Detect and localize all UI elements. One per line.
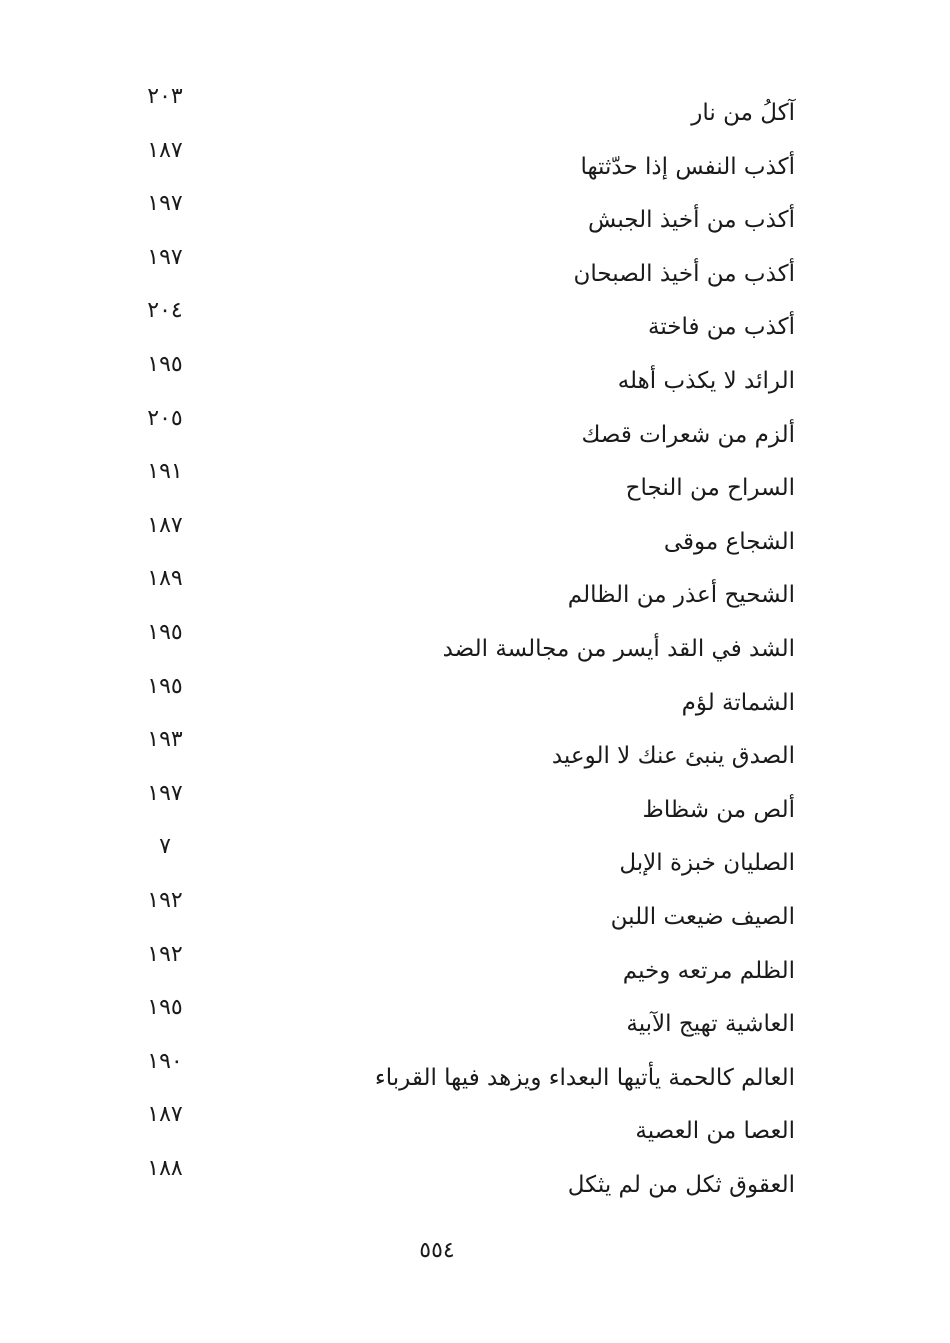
entry-text: أكذب من أخيذ الصبحان bbox=[573, 260, 795, 287]
index-entry bbox=[130, 614, 795, 668]
entry-page-number: ١٩٢ bbox=[147, 941, 183, 967]
index-entry bbox=[130, 1096, 795, 1150]
entry-text: أكذب من فاختة bbox=[647, 314, 795, 341]
entry-page-number: ٢٠٥ bbox=[147, 405, 183, 431]
entry-page-number: ٢٠٤ bbox=[147, 298, 183, 324]
entry-page-number: ١٩٠ bbox=[147, 1048, 183, 1074]
entry-page-number: ٢٠٣ bbox=[147, 84, 183, 109]
index-entry bbox=[130, 453, 795, 507]
entry-page-number: ١٩٥ bbox=[147, 351, 183, 377]
entry-page-number: ١٩٣ bbox=[147, 727, 183, 753]
entry-text: الشحيح أعذر من الظالم bbox=[567, 582, 795, 609]
index-entry bbox=[130, 1043, 795, 1097]
entry-page-number: ١٩٥ bbox=[147, 619, 183, 645]
entry-page-number: ١٩٢ bbox=[147, 887, 183, 913]
proverb-index-list bbox=[130, 78, 795, 1203]
entry-text: آكلُ من نار bbox=[691, 100, 795, 126]
index-entry bbox=[130, 239, 795, 293]
index-entry bbox=[130, 1150, 795, 1204]
entry-text: الصيف ضيعت اللبن bbox=[610, 903, 795, 930]
footer-page-number: ٥٥٤ bbox=[419, 1238, 455, 1263]
entry-text: الظلم مرتعه وخيم bbox=[622, 957, 795, 984]
entry-page-number: ١٨٧ bbox=[147, 512, 183, 538]
index-entry bbox=[130, 882, 795, 936]
entry-page-number: ١٩٥ bbox=[147, 995, 183, 1021]
entry-text: العالم كالحمة يأتيها البعداء ويزهد فيها القرباء bbox=[374, 1064, 795, 1091]
index-entry bbox=[130, 721, 795, 775]
entry-page-number: ١٩٧ bbox=[147, 780, 183, 806]
index-entry bbox=[130, 668, 795, 722]
index-entry bbox=[130, 132, 795, 186]
index-entry bbox=[130, 400, 795, 454]
index-entry bbox=[130, 185, 795, 239]
entry-text: العاشية تهيج الآبية bbox=[626, 1011, 795, 1038]
index-entry bbox=[130, 989, 795, 1043]
entry-page-number: ١٨٧ bbox=[147, 1102, 183, 1128]
entry-text: أكذب النفس إذا حدّثتها bbox=[580, 153, 795, 180]
entry-text: السراح من النجاح bbox=[625, 475, 795, 502]
entry-text: العقوق ثكل من لم يثكل bbox=[567, 1171, 795, 1198]
entry-page-number: ١٩٥ bbox=[147, 673, 183, 699]
entry-text: الرائد لا يكذب أهله bbox=[617, 367, 795, 394]
entry-page-number: ١٨٩ bbox=[147, 566, 183, 592]
entry-text: العصا من العصية bbox=[635, 1118, 795, 1145]
entry-page-number: ١٨٨ bbox=[147, 1155, 183, 1181]
index-entry bbox=[130, 828, 795, 882]
entry-text: أكذب من أخيذ الجبش bbox=[588, 207, 795, 234]
entry-text: ألزم من شعرات قصك bbox=[581, 421, 795, 448]
index-entry bbox=[130, 507, 795, 561]
entry-page-number: ٧ bbox=[159, 834, 171, 860]
index-entry bbox=[130, 560, 795, 614]
entry-text: الشد في القد أيسر من مجالسة الضد bbox=[442, 635, 795, 662]
entry-text: الصليان خبزة الإبل bbox=[619, 850, 795, 877]
entry-page-number: ١٩١ bbox=[147, 459, 183, 485]
index-entry bbox=[130, 346, 795, 400]
index-entry bbox=[130, 775, 795, 829]
index-entry bbox=[130, 78, 795, 132]
index-entry bbox=[130, 292, 795, 346]
entry-text: ألص من شظاظ bbox=[642, 796, 795, 823]
entry-page-number: ١٨٧ bbox=[147, 137, 183, 163]
index-entry bbox=[130, 936, 795, 990]
entry-text: الصدق ينبئ عنك لا الوعيد bbox=[551, 743, 795, 770]
entry-text: الشماتة لؤم bbox=[681, 689, 795, 716]
entry-page-number: ١٩٧ bbox=[147, 191, 183, 217]
entry-page-number: ١٩٧ bbox=[147, 244, 183, 270]
entry-text: الشجاع موقى bbox=[663, 528, 795, 555]
